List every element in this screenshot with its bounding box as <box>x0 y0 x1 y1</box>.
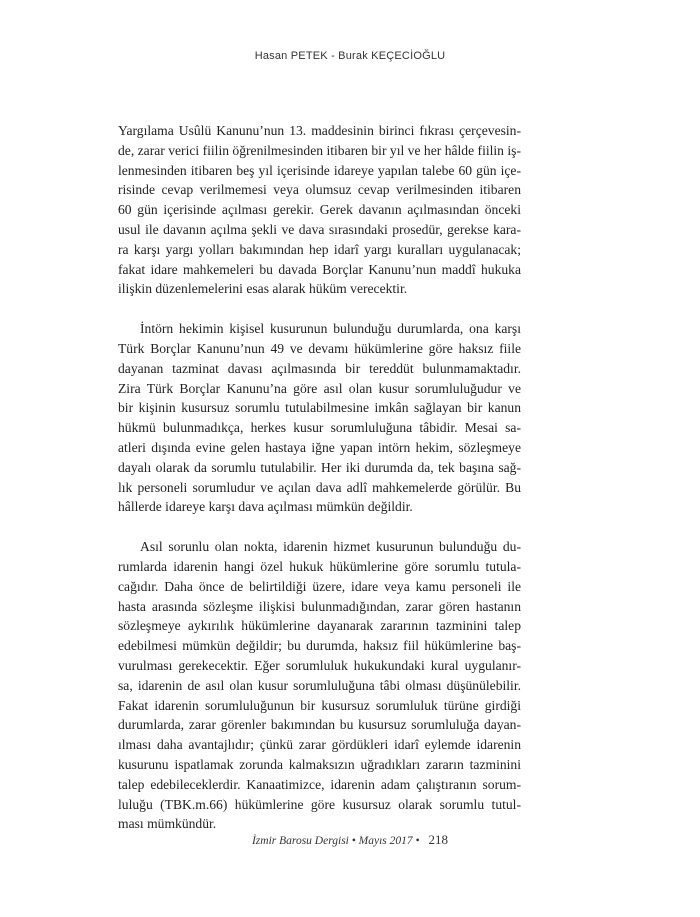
running-head-authors: Hasan PETEK - Burak KEÇECİOĞLU <box>254 50 446 62</box>
page-footer <box>0 832 700 848</box>
text-line: ra karşı yargı yolları bakımından hep idarî yargı kuralları uygulanacak; <box>118 241 521 257</box>
text-line: hasta arasında sözleşme ilişkisi bulunmadığından, zarar gören hastanın <box>118 598 521 614</box>
text-line: sa, idarenin de asıl olan kusur sorumluluğuna tâbi olması düşünülebilir. <box>118 677 521 693</box>
text-line: Zira Türk Borçlar Kanunu’na göre asıl olan kusur sorumluluğudur ve <box>118 380 521 396</box>
text-line: hükmü bulunmadıkça, herkes kusur sorumluluğuna tâbidir. Mesai sa- <box>118 420 521 436</box>
text-line: edebilmesi mümkün değildir; bu durumda, haksız fiil hükümlerine baş- <box>118 638 521 654</box>
text-line: lenmesinden itibaren beş yıl içerisinde idareye yapılan talebe 60 gün içe- <box>118 162 521 178</box>
text-line: bir kişinin kusursuz sorumlu tutulabilmesine imkân sağlayan bir kanun <box>118 400 521 416</box>
text-line: lık personeli sorumludur ve açılan dava adlî mahkemelerde görülür. Bu <box>118 479 521 495</box>
body-text <box>118 121 521 834</box>
text-line: sözleşmeye aykırılık hükümlerine dayanarak zararının tazminini talep <box>118 618 521 634</box>
text-line: cağıdır. Daha önce de belirtildiği üzere, idare veya kamu personeli ile <box>118 578 521 594</box>
text-line: risinde cevap verilmemesi veya olumsuz cevap verilmesinden itibaren <box>118 182 521 198</box>
text-line: atleri dışında evine gelen hastaya iğne yapan intörn hekim, sözleşmeye <box>118 439 521 455</box>
text-line: İntörn hekimin kişisel kusurunun bulunduğu durumlarda, ona karşı <box>140 321 521 337</box>
text-line: Asıl sorunlu olan nokta, idarenin hizmet kusurunun bulunduğu du- <box>140 539 521 555</box>
text-line: dayalı olarak da sorumlu tutulabilir. Her iki durumda da, tek başına sağ- <box>118 459 521 475</box>
text-line: rumlarda idarenin hangi özel hukuk hükümlerine göre sorumlu tutula- <box>118 558 521 574</box>
paragraph <box>118 319 521 517</box>
text-line: durumlarda, zarar görenler bakımından bu kusursuz sorumluluğa dayan- <box>118 717 521 733</box>
text-line: ması mümkündür. <box>118 816 217 832</box>
text-line: dayanan tazminat davası açılmasında bir tereddüt bulunmamaktadır. <box>118 360 521 376</box>
text-line: talep edebileceklerdir. Kanaatimizce, idarenin adam çalıştıranın sorum- <box>118 776 521 792</box>
journal-citation: İzmir Barosu Dergisi • Mayıs 2017 • <box>251 835 420 847</box>
text-line: vurulması gerekecektir. Eğer sorumluluk hukukundaki kural uygulanır- <box>118 657 521 673</box>
text-line: 60 gün içerisinde açılması gerekir. Gerek davanın açılmasından önceki <box>118 202 521 218</box>
text-line: Fakat idarenin sorumluluğunun bir kusursuz sorumluluk türüne girdiği <box>118 697 521 713</box>
text-line: hâllerde idareye karşı dava açılması mümkün değildir. <box>118 499 413 515</box>
text-line: luluğu (TBK.m.66) hükümlerine göre kusursuz olarak sorumlu tutul- <box>118 796 521 812</box>
text-line: de, zarar verici fiilin öğrenilmesinden itibaren bir yıl ve her hâlde fiilin iş- <box>118 142 521 158</box>
paragraph <box>118 537 521 834</box>
page-number: 218 <box>428 832 449 847</box>
text-line: Yargılama Usûlü Kanunu’nun 13. maddesinin birinci fıkrası çerçevesin- <box>118 123 521 138</box>
text-line: fakat idare mahkemeleri bu davada Borçlar Kanunu’nun maddî hukuka <box>118 261 521 277</box>
text-line: ilişkin düzenlemelerini esas alarak hüküm verecektir. <box>118 281 408 297</box>
text-line: usul ile davanın açılma şekli ve dava sırasındaki prosedür, gerekse kara- <box>118 221 521 237</box>
text-line: Türk Borçlar Kanunu’nun 49 ve devamı hükümlerine göre haksız fiile <box>118 340 521 356</box>
text-line: kusurunu ispatlamak zorunda kalmaksızın uğradıkları zararın tazminini <box>118 756 521 772</box>
paragraph <box>118 121 521 299</box>
text-line: ılması daha avantajlıdır; çünkü zarar gördükleri idarî eylemde idarenin <box>118 737 521 753</box>
